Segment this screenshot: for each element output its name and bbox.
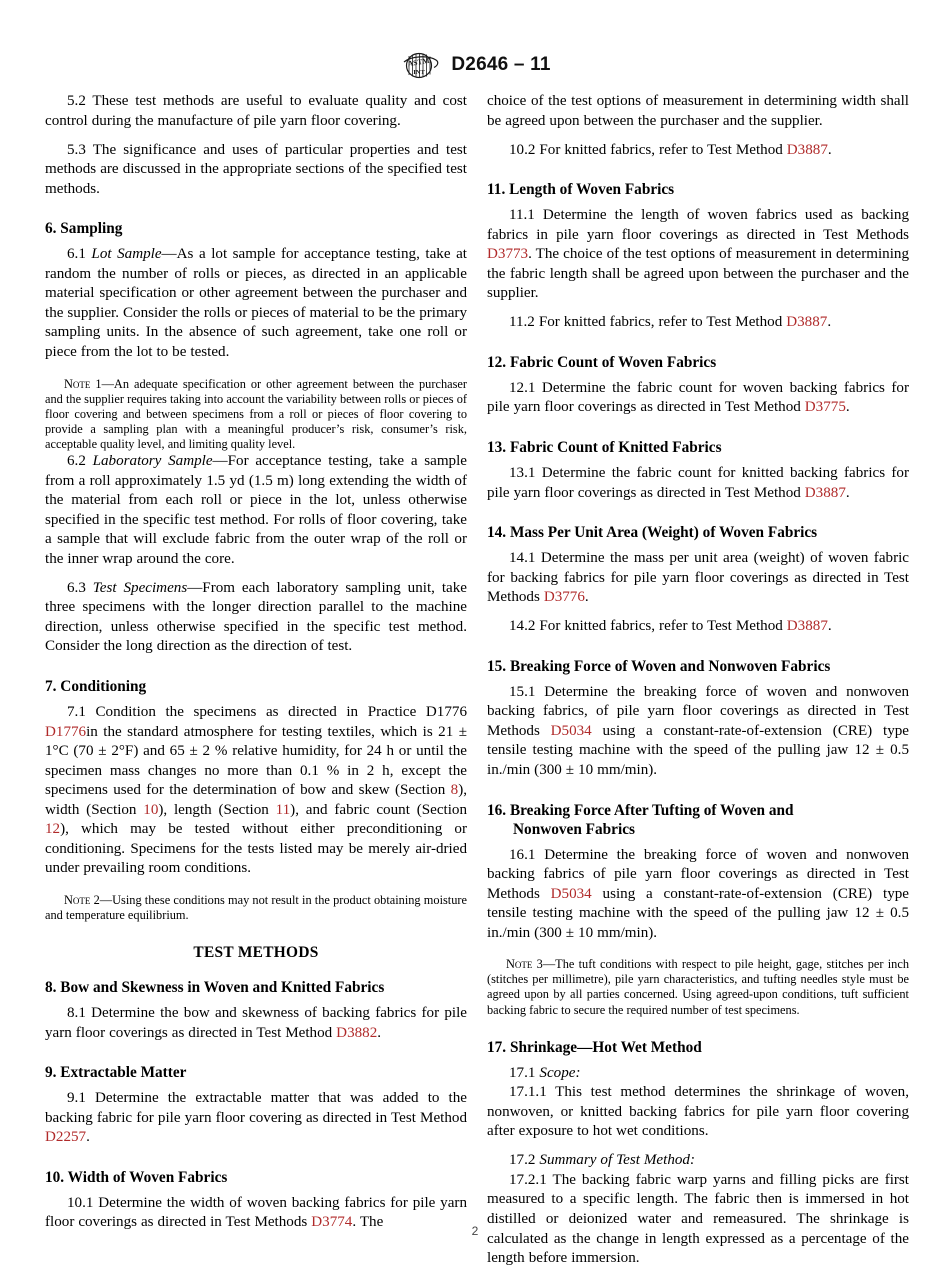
astm-logo-icon xyxy=(399,52,441,79)
clause-text-part: Determine the mass per unit area (weight) of woven fabric for backing fabrics for pile yarn floor coverings as directed in Test Methods xyxy=(487,550,909,606)
body-columns xyxy=(0,92,950,1267)
standard-reference-link[interactable]: D3882 xyxy=(336,1024,378,1041)
clause-number: 8.1 xyxy=(67,1005,86,1022)
paragraph-17-2 xyxy=(487,1151,909,1171)
paragraph-10-2 xyxy=(487,141,909,161)
clause-term: Scope: xyxy=(539,1064,581,1081)
note-label: Note 1 xyxy=(64,376,102,391)
clause-text-part: Determine the width of woven backing fabrics for pile yarn floor coverings as directed in Test Methods xyxy=(45,1194,467,1231)
clause-text: —From each laboratory sampling unit, take three specimens with the longer direction parallel to the machine direction, unless otherwise specified in the specific test method. Consider the long direction as the direction of test. xyxy=(45,579,467,655)
section-heading-16-line2: Nonwoven Fabrics xyxy=(513,820,635,838)
clause-text-part: . The choice of the test options of measurement in determining the fabric length shall be agreed upon between the purchaser and the supplier. xyxy=(487,246,909,302)
clause-text-part: . xyxy=(845,399,850,416)
clause-text-part: Determine the length of woven fabrics used as backing fabrics in pile yarn floor coverings as directed in Test Methods xyxy=(487,207,909,243)
note-text: —An adequate specification or other agreement between the purchaser and the supplier requires taking into account the variability between rolls or pieces of floor covering and between specimens from a roll or pieces of floor covering to provide a sampling plan with a meaningful producer’s risk, consumer’s risk, acceptable quality level, and limiting quality level. xyxy=(45,376,467,451)
paragraph-13-1 xyxy=(487,464,909,503)
paragraph-17-1-1 xyxy=(487,1083,909,1142)
section-reference-link[interactable]: 11 xyxy=(275,801,291,818)
section-heading-7: 7. Conditioning xyxy=(45,677,147,695)
clause-number: 6.2 xyxy=(67,452,86,469)
section-reference-link[interactable]: 12 xyxy=(45,821,61,838)
document-designation: D2646 – 11 xyxy=(451,54,551,75)
clause-number: 17.2.1 xyxy=(509,1171,547,1188)
clause-text-part: . The xyxy=(352,1214,384,1231)
clause-text-part: For knitted fabrics, refer to Test Method xyxy=(538,314,787,331)
standard-reference-link[interactable]: D3887 xyxy=(786,314,828,331)
clause-text-part: . xyxy=(827,314,832,331)
clause-number: 6.3 xyxy=(67,579,86,596)
section-heading-15: 15. Breaking Force of Woven and Nonwoven Fabrics xyxy=(487,657,831,675)
note-label: Note 2 xyxy=(64,892,100,907)
clause-term: Lot Sample xyxy=(91,246,162,263)
clause-text: —For acceptance testing, take a sample from a roll approximately 1.5 yd (1.5 m) long extending the width of the material from each roll or piece in the lot, unless otherwise specified in the specific test method. For rolls of floor covering, take a sample that will exclude fabric from the outer wrap of the roll or the inner wrap around the core. xyxy=(45,452,467,567)
clause-number: 17.1.1 xyxy=(509,1084,547,1101)
svg-text:INT: INT xyxy=(413,68,426,76)
paragraph-12-1 xyxy=(487,379,909,418)
note-2 xyxy=(45,893,467,923)
paragraph-14-1 xyxy=(487,549,909,608)
clause-text-part: Determine the extractable matter that was added to the backing fabric for pile yarn floor covering as directed in Test Method xyxy=(45,1090,467,1126)
test-methods-heading: TEST METHODS xyxy=(193,944,319,962)
paragraph-11-2 xyxy=(487,313,909,333)
clause-number: 7.1 xyxy=(67,703,86,720)
standard-reference-link[interactable]: D3887 xyxy=(786,618,828,635)
clause-text-part: Determine the bow and skewness of backing fabrics for pile yarn floor coverings as directed in Test Method xyxy=(45,1005,467,1041)
page-number: 2 xyxy=(471,1224,479,1238)
section-heading-11: 11. Length of Woven Fabrics xyxy=(487,181,675,199)
clause-term: Test Specimens xyxy=(92,579,188,596)
paragraph-6-1 xyxy=(45,245,467,362)
note-1 xyxy=(45,377,467,452)
page-footer xyxy=(0,1224,950,1238)
paragraph-16-1 xyxy=(487,846,909,944)
standard-reference-link[interactable]: D3775 xyxy=(804,399,846,416)
standard-reference-link[interactable]: D3773 xyxy=(487,246,529,263)
clause-number: 10.2 xyxy=(509,141,536,158)
section-heading-6: 6. Sampling xyxy=(45,220,123,238)
clause-number: 16.1 xyxy=(509,846,536,863)
clause-text-part: For knitted fabrics, refer to Test Method xyxy=(539,618,787,635)
section-heading-14: 14. Mass Per Unit Area (Weight) of Woven Fabrics xyxy=(487,524,818,542)
clause-text-part: . xyxy=(845,484,850,501)
clause-text-part: . xyxy=(827,141,832,158)
paragraph-8-1 xyxy=(45,1004,467,1043)
section-heading-16-line1: 16. Breaking Force After Tufting of Woven and xyxy=(487,801,794,819)
clause-text-part: Determine the fabric count for knitted backing fabrics for pile yarn floor coverings as directed in Test Method xyxy=(487,465,909,501)
standard-reference-link[interactable]: D5034 xyxy=(550,885,592,902)
paragraph-9-1 xyxy=(45,1089,467,1148)
clause-text-part: Determine the fabric count for woven backing fabrics for pile yarn floor coverings as directed in Test Method xyxy=(487,379,909,416)
page-header xyxy=(0,48,950,82)
clause-text-part: ), and fabric count (Section xyxy=(290,801,467,818)
clause-text: The backing fabric warp yarns and filling picks are first measured to a specific length. The fabric then is immersed in hot distilled or deionized water and remeasured. The shrinkage is calculated as the change in length expressed as a percentage of the length before immersion. xyxy=(487,1171,910,1267)
clause-number: 10.1 xyxy=(67,1194,94,1211)
clause-number: 6.1 xyxy=(67,246,86,263)
standard-reference-link[interactable]: D2257 xyxy=(45,1129,87,1146)
paragraph-17-2-1 xyxy=(487,1171,909,1269)
clause-term: Summary of Test Method: xyxy=(539,1152,695,1169)
paragraph-5-3 xyxy=(45,141,467,200)
clause-text: This test method determines the shrinkage of woven, nonwoven, or knitted backing fabrics for pile yarn floor covering after exposure to hot wet conditions. xyxy=(487,1084,909,1140)
clause-text-part: ), which may be tested without either preconditioning or conditioning. Specimens for the tests listed may be merely air-dried under prevailing room conditions. xyxy=(45,821,467,877)
standard-reference-link[interactable]: D5034 xyxy=(550,722,592,739)
clause-text-part: ), length (Section xyxy=(158,801,276,818)
clause-text-part: Condition the specimens as directed in Practice D1776 xyxy=(95,703,467,720)
paragraph-6-2 xyxy=(45,452,467,569)
clause-number: 12.1 xyxy=(509,379,536,396)
clause-number: 13.1 xyxy=(509,465,536,482)
note-label: Note 3 xyxy=(506,957,543,972)
clause-number: 14.2 xyxy=(509,618,536,635)
section-heading-9: 9. Extractable Matter xyxy=(45,1064,187,1082)
clause-text-part: using a constant-rate-of-extension (CRE) type tensile testing machine with the speed of the pulling jaw 12 ± 0.5 in./min (300 ± 10 mm/min). xyxy=(487,885,909,941)
paragraph-5-2 xyxy=(45,92,467,131)
clause-text-part: . xyxy=(377,1024,382,1041)
clause-text-part: ), width (Section xyxy=(45,782,467,818)
clause-text-part: . xyxy=(827,618,832,635)
clause-number: 5.2 xyxy=(67,93,86,109)
note-3 xyxy=(487,957,909,1017)
paragraph-6-3 xyxy=(45,579,467,657)
clause-number: 9.1 xyxy=(67,1090,86,1107)
clause-text: The significance and uses of particular properties and test methods are discussed in the appropriate sections of the specified test methods. xyxy=(45,141,467,197)
clause-text: —As a lot sample for acceptance testing, take at random the number of rolls or pieces, as directed in an applicable material specification or other agreement between the purchaser and the supplier. Consider the rolls or pieces of material to be the primary sampling units. In the absence of such agreement, take one roll or piece from the lot to be tested. xyxy=(45,246,467,360)
section-heading-8: 8. Bow and Skewness in Woven and Knitted Fabrics xyxy=(45,979,385,997)
clause-number: 14.1 xyxy=(509,550,536,567)
paragraph-17-1 xyxy=(487,1064,909,1084)
clause-number: 5.3 xyxy=(67,141,86,158)
paragraph-11-1 xyxy=(487,206,909,304)
section-heading-17: 17. Shrinkage—Hot Wet Method xyxy=(487,1038,702,1056)
section-reference-link[interactable]: 10 xyxy=(143,801,159,818)
standard-reference-link[interactable]: D1776 xyxy=(45,723,87,740)
paragraph-7-1 xyxy=(45,703,467,879)
clause-text-part: in the standard atmosphere for testing textiles, which is 21 ± 1°C (70 ± 2°F) and 65 ± 2 % relative humidity, for 24 h or until the specimen mass changes no more than 0.1 % in 2 h, except the specimens used for the determination of bow and skew (Section xyxy=(45,723,467,799)
clause-number: 17.2 xyxy=(509,1152,536,1169)
section-heading-10: 10. Width of Woven Fabrics xyxy=(45,1168,228,1186)
note-text: —Using these conditions may not result in the product obtaining moisture and temperature equilibrium. xyxy=(45,892,467,922)
clause-number: 17.1 xyxy=(509,1064,536,1081)
clause-number: 15.1 xyxy=(509,683,536,700)
clause-text-part: Determine the breaking force of woven and nonwoven backing fabrics, of pile yarn floor coverings as directed in Test Methods xyxy=(487,683,909,739)
clause-text-part: For knitted fabrics, refer to Test Method xyxy=(539,141,787,158)
section-heading-13: 13. Fabric Count of Knitted Fabrics xyxy=(487,439,722,457)
clause-term: Laboratory Sample xyxy=(92,452,213,469)
left-column xyxy=(45,92,467,1231)
paragraph-14-2 xyxy=(487,617,909,637)
standard-reference-link[interactable]: D3887 xyxy=(786,141,828,158)
clause-text-part: . xyxy=(584,589,589,606)
clause-text-part: Determine the breaking force of woven and nonwoven backing fabrics of pile yarn floor coverings as directed in Test Methods xyxy=(487,846,909,902)
section-heading-16 xyxy=(487,801,909,839)
clause-text-part: using a constant-rate-of-extension (CRE) type tensile testing machine with the speed of the pulling jaw 12 ± 0.5 in./min (300 ± 10 mm/min). xyxy=(487,722,909,778)
right-column xyxy=(487,92,910,1267)
svg-text:ASTM: ASTM xyxy=(407,55,431,68)
clause-number: 11.1 xyxy=(509,207,535,224)
standard-reference-link[interactable]: D3774 xyxy=(311,1214,353,1231)
clause-number: 11.2 xyxy=(509,314,535,331)
note-text: —The tuft conditions with respect to pile height, gage, stitches per inch (stitches per millimetre), pile yarn characteristics, and tufting needles style must be agreed upon by all parties concerned. Using agreed-upon conditions, tuft sufficient backing fabric to secure the required number of test specimens. xyxy=(487,957,909,1017)
paragraph-15-1 xyxy=(487,683,909,781)
paragraph-10-1-continuation: choice of the test options of measurement in determining width shall be agreed upon between the purchaser and the supplier. xyxy=(487,93,909,129)
clause-text-part: . xyxy=(86,1129,90,1146)
standard-reference-link[interactable]: D3887 xyxy=(804,484,846,501)
section-heading-12: 12. Fabric Count of Woven Fabrics xyxy=(487,353,717,371)
section-reference-link[interactable]: 8 xyxy=(450,782,459,799)
clause-text: These test methods are useful to evaluate quality and cost control during the manufacture of pile yarn floor covering. xyxy=(45,93,467,129)
standard-reference-link[interactable]: D3776 xyxy=(543,589,585,606)
